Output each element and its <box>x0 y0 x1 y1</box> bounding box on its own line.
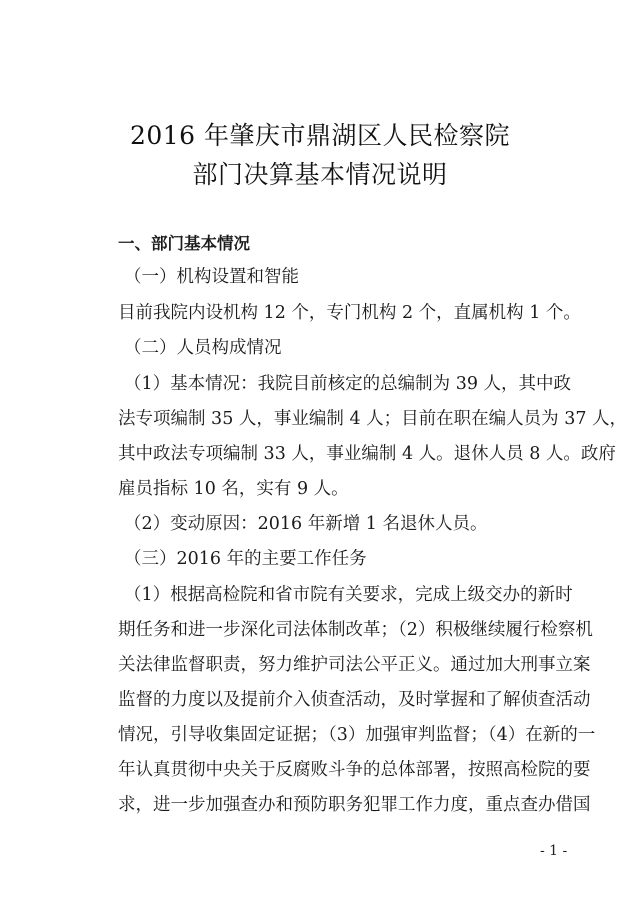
paragraph-organization: 目前我院内设机构 12 个，专门机构 2 个，直属机构 1 个。 <box>118 303 581 323</box>
paragraph-personnel-line: 雇员指标 10 名，实有 9 人。 <box>118 479 349 499</box>
document-title-line-2: 部门决算基本情况说明 <box>192 160 448 189</box>
paragraph-personnel-line: 其中政法专项编制 33 人，事业编制 4 人。退休人员 8 人。政府 <box>118 444 616 464</box>
paragraph-tasks-line: （1）根据高检院和省市院有关要求，完成上级交办的新时 <box>124 585 573 605</box>
paragraph-tasks-line: 监督的力度以及提前介入侦查活动，及时掌握和了解侦查活动 <box>118 690 591 710</box>
paragraph-tasks-line: 关法律监督职责，努力维护司法公平正义。通过加大刑事立案 <box>118 655 591 675</box>
page-number: - 1 - <box>540 843 568 859</box>
paragraph-tasks-line: 年认真贯彻中央关于反腐败斗争的总体部署，按照高检院的要 <box>118 760 591 780</box>
paragraph-tasks-line: 期任务和进一步深化司法体制改革；（2）积极继续履行检察机 <box>118 620 593 640</box>
section-heading-basic-info: 一、部门基本情况 <box>118 234 250 253</box>
document-title-line-1: 2016 年肇庆市鼎湖区人民检察院 <box>129 121 511 150</box>
subheading-personnel: （二）人员构成情况 <box>124 338 282 358</box>
paragraph-personnel-line: 法专项编制 35 人，事业编制 4 人；目前在职在编人员为 37 人， <box>118 409 628 429</box>
paragraph-personnel-line: （1）基本情况：我院目前核定的总编制为 39 人，其中政 <box>124 374 572 394</box>
paragraph-tasks-line: 求，进一步加强查办和预防职务犯罪工作力度，重点查办借国 <box>118 795 591 815</box>
paragraph-change-reason: （2）变动原因：2016 年新增 1 名退休人员。 <box>124 514 488 534</box>
subheading-organization: （一）机构设置和智能 <box>124 267 299 287</box>
subheading-main-tasks: （三）2016 年的主要工作任务 <box>124 549 367 569</box>
paragraph-tasks-line: 情况，引导收集固定证据；（3）加强审判监督；（4）在新的一 <box>118 725 596 745</box>
